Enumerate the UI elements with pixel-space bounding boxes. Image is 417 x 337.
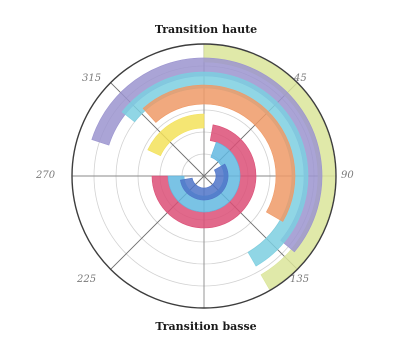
angle-label-315: 315: [82, 73, 102, 84]
angle-label-270: 270: [36, 170, 56, 181]
title-top: Transition haute: [154, 23, 258, 36]
angle-label-135: 135: [290, 274, 310, 285]
angle-label-90: 90: [341, 170, 354, 181]
title-bottom: Transition basse: [155, 320, 257, 333]
angle-label-45: 45: [294, 73, 307, 84]
angle-label-225: 225: [77, 274, 97, 285]
